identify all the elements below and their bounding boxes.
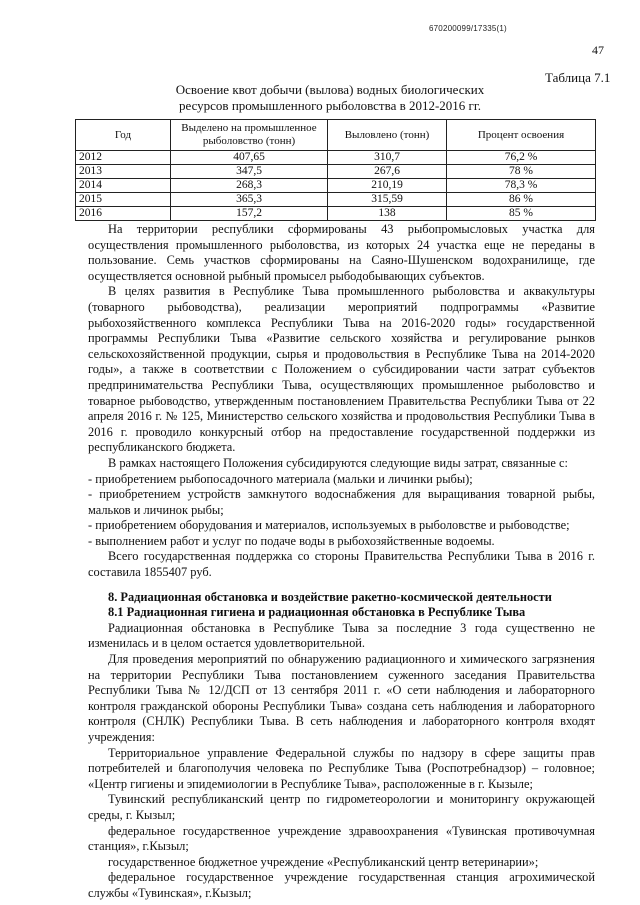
paragraph-monitoring-network: Для проведения мероприятий по обнаружению радиационного и химического загрязнения на территории Республики Тыва постановлением суженного заседания Правительства Республики Тыва № 12/ДСП от 13 сентября 2011 г. «О сети наблюдения и лабораторного контроля гражданской обороны Республики Тыва» создана сеть наблюдения и лабораторного контроля (СНЛК) Республики Тыва. В сеть наблюдения и лабораторного контроля входят учреждения: xyxy=(88,652,595,744)
table-row xyxy=(76,165,596,179)
table-row xyxy=(76,179,596,193)
paragraph-fishing-areas: На территории республики сформированы 43 рыбопромысловых участка для осуществления промышленного рыболовства, из которых 24 участка еще не переданы в пользование. Семь участков сформированы на Саяно-Шушенском водохранилище, где осуществляется основной рыбный промысел рыбодобывающих субъектов. xyxy=(88,222,595,283)
list-item: - выполнением работ и услуг по подаче воды в рыбохозяйственные водоемы. xyxy=(88,533,495,548)
cell-percent: 78,3 % xyxy=(447,179,596,193)
paragraph-institution: федеральное государственное учреждение государственная станция агрохимической службы «Тувинская», г.Кызыл; xyxy=(88,870,595,900)
cell-allocated: 268,3 xyxy=(171,179,328,193)
cell-percent: 78 % xyxy=(447,165,596,179)
list-item: - приобретением устройств замкнутого водоснабжения для выращивания товарной рыбы, мальков и личинок рыбы; xyxy=(88,487,595,517)
paragraph-institution: Тувинский республиканский центр по гидрометеорологии и мониторингу окружающей среды, г. Кызыл; xyxy=(88,792,595,822)
cell-caught: 315,59 xyxy=(328,193,447,207)
cell-percent: 85 % xyxy=(447,207,596,221)
header-caught: Выловлено (тонн) xyxy=(328,120,447,151)
paragraph-institution: федеральное государственное учреждение здравоохранения «Тувинская противочумная станция», г.Кызыл; xyxy=(88,823,595,854)
cell-caught: 138 xyxy=(328,207,447,221)
table-row xyxy=(76,207,596,221)
header-percent: Процент освоения xyxy=(447,120,596,151)
header-year: Год xyxy=(76,120,171,151)
cell-year: 2012 xyxy=(76,151,171,165)
list-item: - приобретением оборудования и материалов, используемых в рыболовстве и рыбоводстве; xyxy=(88,518,570,533)
paragraph-institution: государственное бюджетное учреждение «Республиканский центр ветеринарии»; xyxy=(108,854,539,869)
paragraph-subsidy-intro: В рамках настоящего Положения субсидируются следующие виды затрат, связанные с: xyxy=(108,455,568,470)
table-title-line-2: ресурсов промышленного рыболовства в 2012-2016 гг. xyxy=(178,98,482,113)
cell-allocated: 407,65 xyxy=(171,151,328,165)
cell-year: 2013 xyxy=(76,165,171,179)
cell-year: 2016 xyxy=(76,207,171,221)
table-label: Таблица 7.1 xyxy=(545,70,611,85)
cell-caught: 310,7 xyxy=(328,151,447,165)
paragraph-development: В целях развития в Республике Тыва промышленного рыболовства и аквакультуры (товарного рыбоводства), реализации мероприятий подпрограммы «Развитие рыбохозяйственного комплекса Республики Тыва на 2016-2020 годы» государственной программы Республики Тыва «Развитие сельского хозяйства и регулирование рынков сельскохозяйственной продукции, сырья и продовольствия в Республике Тыва на 2014-2020 годы», а также в соответствии с Положением о субсидировании части затрат субъектов предпринимательства Республики Тыва, осуществляющих промышленное рыболовство и товарное рыбоводство, утвержденным постановлением Правительства Республики Тыва от 22 апреля 2016 г. № 125, Министерство сельского хозяйства и продовольствия Республики Тыва в 2016 г. проводило конкурсный отбор на предоставление государственной поддержки из республиканского бюджета. xyxy=(88,284,595,455)
page-number: 47 xyxy=(592,43,604,57)
paragraph-institution: Территориальное управление Федеральной службы по надзору в сфере защиты прав потребителей и благополучия человека по Республике Тыва (Роспотребнадзор) – головное; «Центр гигиены и эпидемиологии в Республике Тыва», расположенные в г. Кызыле; xyxy=(88,745,595,791)
table-title-line-1: Освоение квот добычи (вылова) водных биологических xyxy=(175,82,485,97)
cell-caught: 210,19 xyxy=(328,179,447,193)
quota-table xyxy=(75,119,596,221)
section-heading: 8. Радиационная обстановка и воздействие ракетно-космической деятельности xyxy=(108,589,552,604)
cell-year: 2015 xyxy=(76,193,171,207)
table-row xyxy=(76,151,596,165)
cell-percent: 86 % xyxy=(447,193,596,207)
document-code: 670200099/17335(1) xyxy=(429,24,507,33)
table-header-row xyxy=(76,120,596,151)
subsection-heading: 8.1 Радиационная гигиена и радиационная обстановка в Республике Тыва xyxy=(108,605,526,620)
header-allocated: Выделено на промышленное рыболовство (тонн) xyxy=(171,120,328,151)
table-title xyxy=(130,82,530,114)
cell-allocated: 157,2 xyxy=(171,207,328,221)
body-text xyxy=(88,222,595,902)
cell-percent: 76,2 % xyxy=(447,151,596,165)
paragraph-radiation-status: Радиационная обстановка в Республике Тыва за последние 3 года существенно не изменилась и в целом остается удовлетворительной. xyxy=(88,620,595,651)
list-item: - приобретением рыбопосадочного материала (мальки и личинки рыбы); xyxy=(88,471,473,486)
cell-caught: 267,6 xyxy=(328,165,447,179)
cell-allocated: 347,5 xyxy=(171,165,328,179)
cell-allocated: 365,3 xyxy=(171,193,328,207)
cell-year: 2014 xyxy=(76,179,171,193)
table-row xyxy=(76,193,596,207)
paragraph-total-support: Всего государственная поддержка со стороны Правительства Республики Тыва в 2016 г. составила 1855407 руб. xyxy=(88,549,595,580)
